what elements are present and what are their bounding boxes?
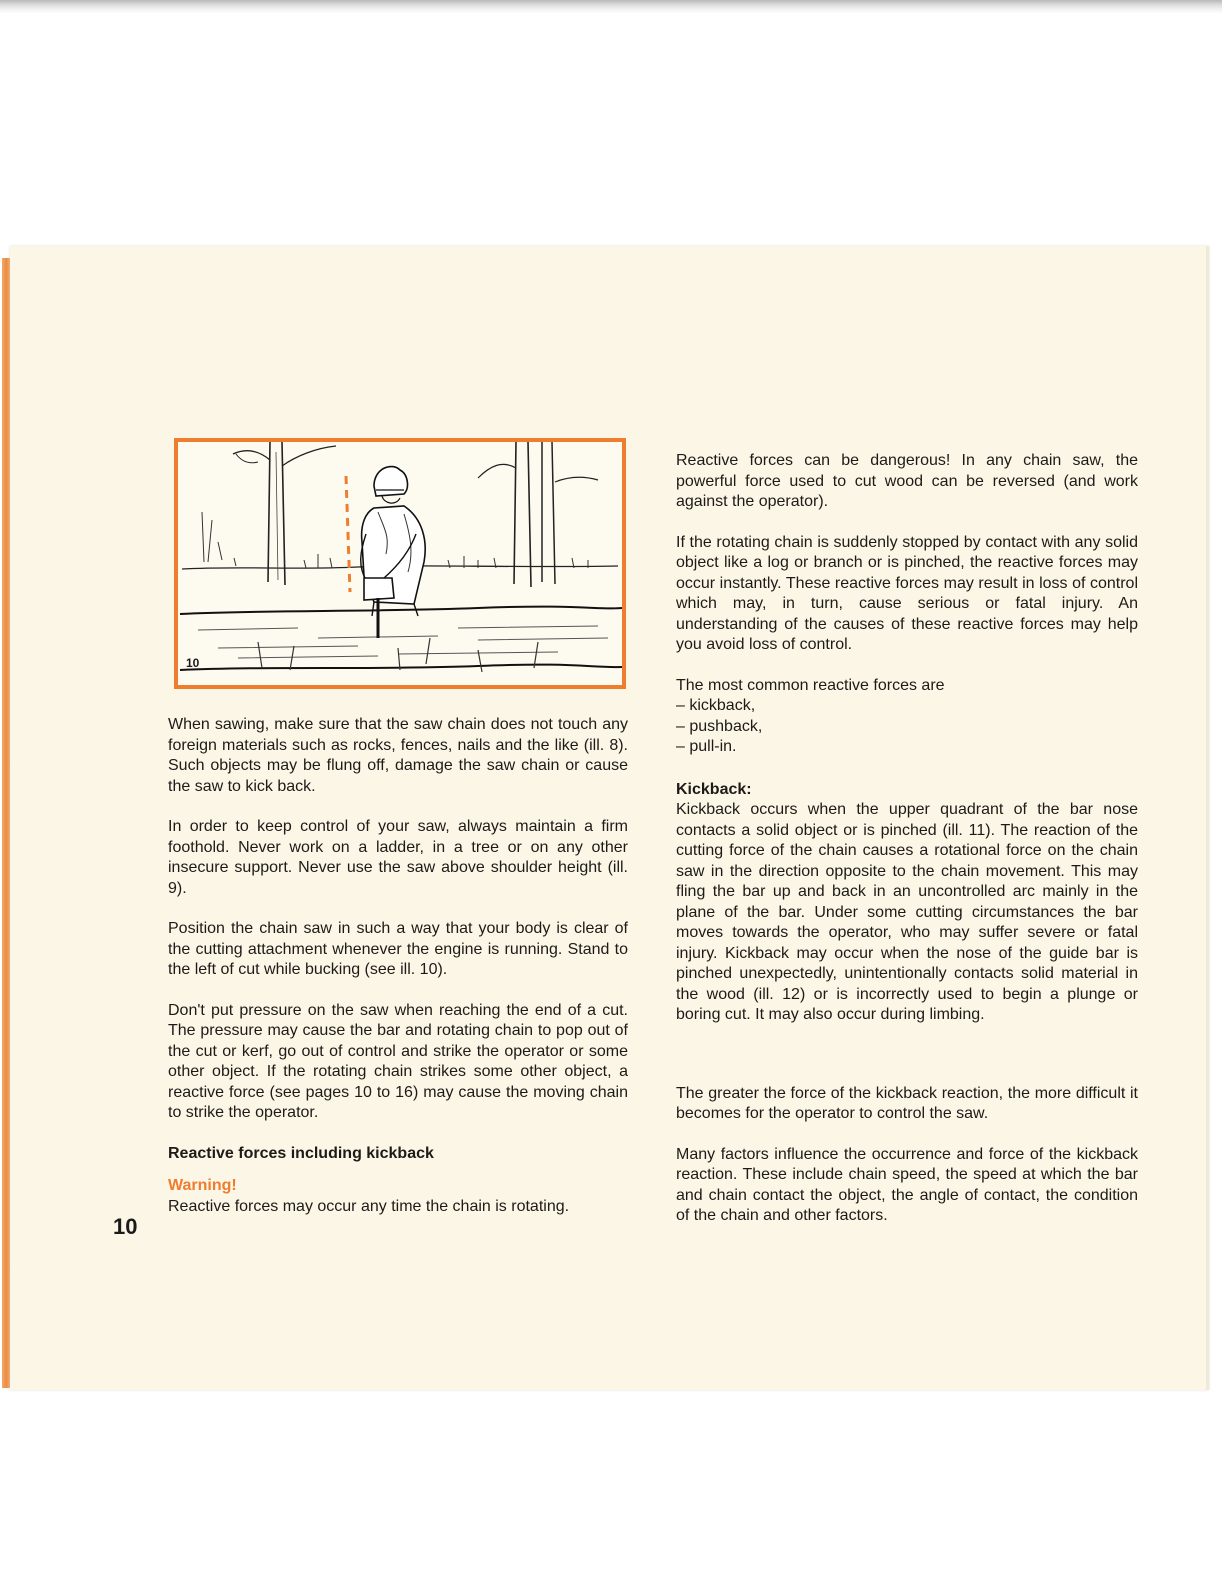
warning-label: Warning! — [168, 1177, 237, 1194]
list-intro: The most common reactive forces are — [676, 676, 945, 694]
section-heading-reactive-forces: Reactive forces including kickback — [168, 1144, 434, 1162]
warning-text: Reactive forces may occur any time the chain is rotating. — [168, 1197, 570, 1215]
illustration-10 — [174, 438, 626, 689]
left-column — [168, 715, 628, 1217]
paragraph-rotating-chain: If the rotating chain is suddenly stopped by contact with any solid object like a log or branch or is pinched, the reactive forces may occur instantly. These reactive forces may result in loss of control which may, in turn, cause serious or fatal injury. An understanding of the causes of these reactive forces may help you avoid loss of control. — [676, 533, 1138, 653]
paragraph-position: Position the chain saw in such a way that your body is clear of the cutting attachment whenever the engine is running. Stand to the left of cut while bucking (see ill. 10). — [168, 920, 628, 978]
paragraph-kickback: Kickback occurs when the upper quadrant of the bar nose contacts a solid object or is pinched (ill. 11). The reaction of the cutting force of the chain causes a rotational force on the chain saw in the direction opposite to the chain movement. This may fling the bar up and back in an uncontrolled arc mainly in the plane of the bar. Under some cutting circumstances the bar moves towards the operator, who may suffer severe or fatal injury. Kickback may occur when the nose of the guide bar is pinched unexpectedly, unintentionally contacts solid material in the wood (ill. 12) or is incorrectly used to begin a plunge or boring cut. It may also occur during limbing. — [676, 801, 1138, 1023]
paragraph-greater-force: The greater the force of the kickback reaction, the more difficult it becomes for the operator to control the saw. — [676, 1084, 1138, 1122]
right-column — [676, 451, 1138, 1247]
paragraph-many-factors: Many factors influence the occurrence and force of the kickback reaction. These include chain speed, the speed at which the bar and chain contact the object, the angle of contact, the condition of the chain and other factors. — [676, 1145, 1138, 1224]
list-item: – pull-in. — [676, 738, 737, 755]
paragraph-dangerous: Reactive forces can be dangerous! In any chain saw, the powerful force used to cut wood can be reversed (and work against the operator). — [676, 452, 1138, 510]
list-item: – kickback, — [676, 697, 756, 714]
page-number: 10 — [113, 1214, 138, 1239]
list-item: – pushback, — [676, 717, 763, 735]
scan-top-shadow — [0, 0, 1222, 14]
reactive-forces-list — [676, 696, 1138, 758]
kickback-heading: Kickback: — [676, 780, 752, 798]
paragraph-foreign-materials: When sawing, make sure that the saw chain does not touch any foreign materials such as rocks, fences, nails and the like (ill. 8). Such objects may be flung off, damage the saw chain or cause the saw to kick back. — [168, 716, 628, 795]
paragraph-foothold: In order to keep control of your saw, always maintain a firm foothold. Never work on a ladder, in a tree or on any other insecure support. Never use the saw above shoulder height (ill. 9). — [168, 818, 628, 897]
paragraph-pressure: Don't put pressure on the saw when reaching the end of a cut. The pressure may cause the bar and rotating chain to pop out of the cut or kerf, go out of control and strike the operator or some other object. If the rotating chain strikes some other object, a reactive force (see pages 10 to 16) may cause the moving chain to strike the operator. — [168, 1001, 628, 1121]
chainsaw-bucking-drawing — [178, 442, 622, 685]
figure-number: 10 — [186, 656, 200, 670]
